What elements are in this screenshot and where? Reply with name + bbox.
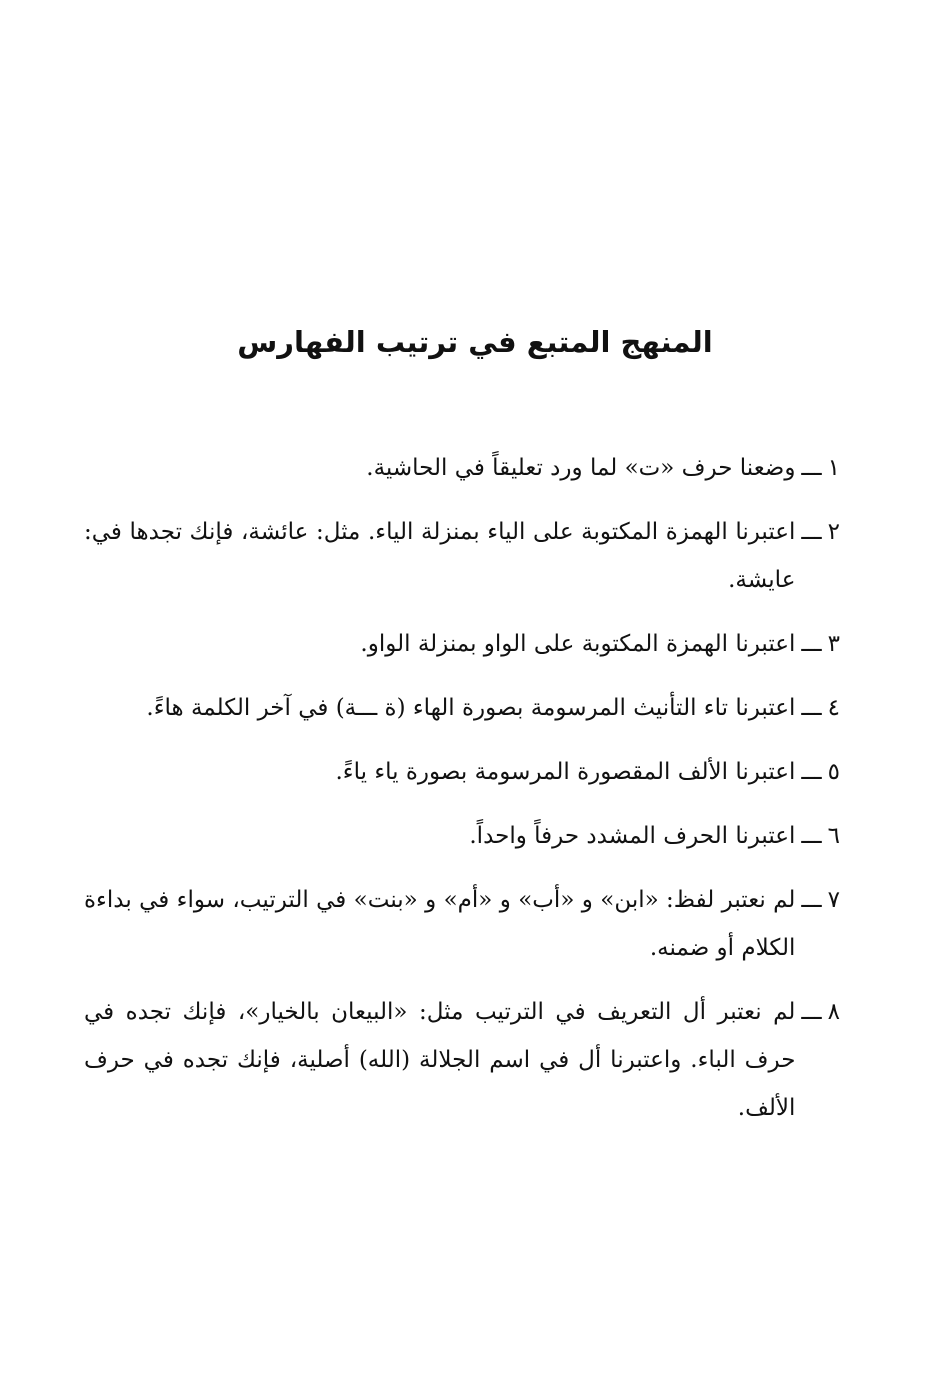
rule-text: اعتبرنا تاء التأنيث المرسومة بصورة الهاء (ة ـــة) في آخر الكلمة هاءً.	[146, 695, 796, 721]
rule-number: ٨	[827, 999, 840, 1025]
rule-item	[84, 444, 840, 492]
rule-text: اعتبرنا الحرف المشدد حرفاً واحداً.	[469, 823, 796, 849]
rule-number: ٢	[827, 519, 840, 545]
rule-dash: ـــ	[801, 519, 822, 545]
rule-dash: ـــ	[801, 631, 822, 657]
rule-dash: ـــ	[801, 999, 822, 1025]
rule-text: لم نعتبر لفظ: «ابن» و «أب» و «أم» و «بنت» في الترتيب، سواء في بداءة الكلام أو ضمنه.	[84, 887, 796, 961]
rule-item	[84, 620, 840, 668]
rule-dash: ـــ	[801, 759, 822, 785]
rule-number: ٤	[827, 695, 840, 721]
rule-number: ١	[827, 455, 840, 481]
rules-list	[84, 444, 840, 1148]
rule-item	[84, 748, 840, 796]
page-title: المنهج المتبع في ترتيب الفهارس	[237, 325, 713, 359]
rule-number: ٣	[827, 631, 840, 657]
rule-item	[84, 684, 840, 732]
rule-dash: ـــ	[801, 887, 822, 913]
rule-number: ٦	[827, 823, 840, 849]
rule-number: ٧	[827, 887, 840, 913]
rule-text: اعتبرنا الهمزة المكتوبة على الياء بمنزلة الياء. مثل: عائشة، فإنك تجدها في: عايشة.	[84, 519, 796, 593]
rule-item	[84, 508, 840, 604]
rule-number: ٥	[827, 759, 840, 785]
rule-dash: ـــ	[801, 455, 822, 481]
rule-dash: ـــ	[801, 695, 822, 721]
rule-item	[84, 988, 840, 1132]
rule-item	[84, 812, 840, 860]
rule-text: وضعنا حرف «ت» لما ورد تعليقاً في الحاشية.	[366, 455, 796, 481]
rule-text: اعتبرنا الألف المقصورة المرسومة بصورة ياء ياءً.	[335, 759, 796, 785]
rule-text: اعتبرنا الهمزة المكتوبة على الواو بمنزلة الواو.	[360, 631, 796, 657]
rule-dash: ـــ	[801, 823, 822, 849]
rule-text: لم نعتبر أل التعريف في الترتيب مثل: «البيعان بالخيار»، فإنك تجده في حرف الباء. واعتبرنا أل في اسم الجلالة (الله) أصلية، فإنك تجده في حرف الألف.	[84, 999, 796, 1121]
rule-item	[84, 876, 840, 972]
